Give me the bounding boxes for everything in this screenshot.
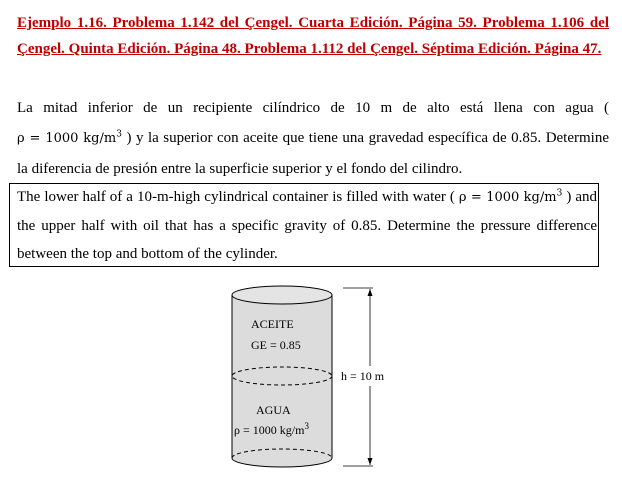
oil-label: ACEITE: [251, 317, 294, 331]
english-statement-box: [9, 183, 599, 267]
english-density: ρ = 1000 $kg/m^3$: [458, 188, 563, 205]
spanish-text-after: ) y la superior con aceite que tiene una gravedad específica de 0.85. Determine la diferencia de presión entre la superficie superior y el fondo del cilindro.: [17, 130, 609, 177]
spanish-text-before: La mitad inferior de un recipiente cilíndrico de 10 m de alto está llena con agua (: [17, 100, 609, 116]
spanish-statement: [17, 93, 609, 184]
spanish-density: ρ = 1000 $kg/m^3$: [17, 129, 122, 146]
height-label: h = 10 m: [341, 369, 385, 383]
water-label: AGUA: [256, 403, 291, 417]
cylinder-drawing: [222, 280, 422, 480]
english-statement: [17, 183, 597, 268]
cylinder-figure: [222, 280, 422, 480]
english-text-before: The lower half of a 10-m-high cylindrical container is filled with water (: [17, 189, 455, 205]
dimension-arrow-down: [368, 458, 373, 465]
dimension-arrow-up: [368, 289, 373, 296]
english-text-after: ) and the upper half with oil that has a specific gravity of 0.85. Determine the pressure difference between the top and bottom of the cylinder.: [17, 189, 598, 262]
example-heading: Ejemplo 1.16. Problema 1.142 del Çengel. Cuarta Edición. Página 59. Problema 1.106 del Çengel. Quinta Edición. Página 48. Problema 1.112 del Çengel. Séptima Edición. Página 47.: [17, 15, 609, 57]
oil-specific-gravity: GE = 0.85: [251, 338, 301, 352]
tank-top: [232, 286, 332, 304]
water-density: ρ = 1000 $kg/m^3$: [234, 421, 309, 437]
